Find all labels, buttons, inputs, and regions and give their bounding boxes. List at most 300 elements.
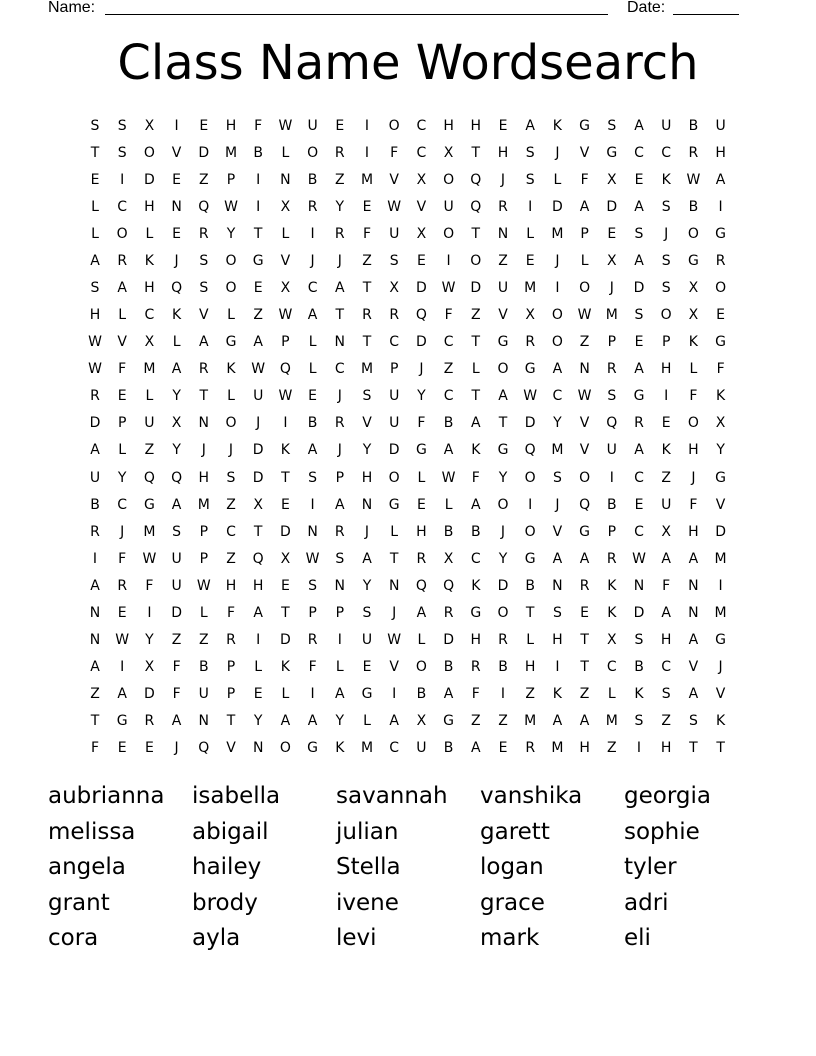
grid-letter[interactable]: G [225, 334, 237, 351]
grid-letter[interactable]: V [579, 145, 590, 162]
grid-letter[interactable]: A [498, 388, 508, 405]
grid-letter[interactable]: E [634, 334, 644, 351]
grid-letter[interactable]: C [334, 361, 345, 378]
grid-letter[interactable]: L [281, 226, 290, 243]
grid-letter[interactable]: H [144, 280, 155, 297]
grid-letter[interactable]: L [390, 523, 399, 540]
grid-letter[interactable]: W [88, 334, 102, 351]
grid-letter[interactable]: R [307, 631, 318, 648]
grid-letter[interactable]: E [416, 253, 426, 270]
grid-letter[interactable]: W [305, 550, 320, 567]
grid-letter[interactable]: S [362, 388, 372, 405]
grid-letter[interactable]: F [716, 361, 725, 378]
grid-letter[interactable]: V [579, 415, 590, 432]
grid-letter[interactable]: G [715, 469, 727, 486]
grid-letter[interactable]: Z [471, 712, 481, 729]
grid-letter[interactable]: U [361, 631, 373, 648]
grid-letter[interactable]: D [524, 415, 536, 432]
grid-letter[interactable]: D [89, 415, 101, 432]
grid-letter[interactable]: T [471, 334, 481, 351]
grid-letter[interactable]: O [443, 226, 455, 243]
grid-letter[interactable]: J [392, 604, 397, 621]
grid-letter[interactable]: O [524, 469, 536, 486]
grid-letter[interactable]: A [471, 496, 481, 513]
grid-letter[interactable]: G [606, 145, 618, 162]
grid-letter[interactable]: A [634, 253, 644, 270]
grid-letter[interactable]: T [281, 604, 290, 621]
grid-letter[interactable]: U [606, 442, 617, 459]
grid-letter[interactable]: V [362, 415, 372, 432]
grid-letter[interactable]: C [389, 334, 400, 351]
name-field-line[interactable] [105, 14, 608, 15]
grid-letter[interactable]: V [688, 658, 699, 675]
grid-letter[interactable]: L [91, 226, 99, 243]
grid-letter[interactable]: T [580, 631, 589, 648]
grid-letter[interactable]: U [715, 118, 726, 134]
grid-letter[interactable]: X [443, 550, 454, 567]
grid-letter[interactable]: E [172, 172, 182, 189]
grid-letter[interactable]: P [389, 361, 399, 378]
grid-letter[interactable]: T [389, 550, 399, 567]
grid-letter[interactable]: R [198, 226, 209, 243]
grid-letter[interactable]: H [688, 442, 699, 459]
grid-letter[interactable]: I [310, 226, 315, 243]
grid-letter[interactable]: Q [470, 199, 482, 216]
grid-letter[interactable]: A [634, 199, 644, 216]
grid-letter[interactable]: J [718, 658, 723, 675]
grid-letter[interactable]: L [118, 442, 127, 459]
grid-letter[interactable]: E [308, 388, 318, 405]
grid-letter[interactable]: R [90, 388, 100, 405]
grid-letter[interactable]: S [335, 550, 345, 567]
grid-letter[interactable]: A [688, 631, 699, 648]
grid-letter[interactable]: O [443, 172, 455, 189]
grid-letter[interactable]: I [337, 631, 342, 648]
grid-letter[interactable]: K [552, 118, 562, 134]
grid-letter[interactable]: R [470, 658, 481, 675]
grid-letter[interactable]: V [498, 307, 508, 324]
grid-letter[interactable]: R [198, 361, 209, 378]
grid-letter[interactable]: D [715, 523, 726, 540]
grid-letter[interactable]: L [526, 631, 535, 648]
grid-letter[interactable]: H [443, 118, 454, 134]
grid-letter[interactable]: C [307, 280, 318, 297]
grid-letter[interactable]: A [335, 685, 345, 702]
grid-letter[interactable]: A [253, 604, 263, 621]
grid-letter[interactable]: C [416, 118, 427, 134]
grid-letter[interactable]: Q [198, 199, 210, 216]
grid-letter[interactable]: C [117, 496, 128, 513]
grid-letter[interactable]: C [552, 388, 563, 405]
grid-letter[interactable]: I [364, 145, 370, 162]
grid-letter[interactable]: L [281, 685, 290, 702]
grid-letter[interactable]: A [171, 496, 182, 513]
grid-letter[interactable]: T [90, 145, 100, 162]
grid-letter[interactable]: H [524, 658, 536, 675]
grid-letter[interactable]: T [525, 604, 535, 621]
grid-letter[interactable]: D [280, 523, 291, 540]
grid-letter[interactable]: A [634, 361, 644, 378]
grid-letter[interactable]: S [552, 469, 562, 486]
grid-letter[interactable]: B [443, 415, 454, 432]
grid-letter[interactable]: A [661, 550, 671, 567]
grid-letter[interactable]: E [607, 226, 617, 243]
grid-letter[interactable]: X [416, 226, 427, 243]
grid-letter[interactable]: B [307, 172, 318, 189]
grid-letter[interactable]: P [308, 604, 317, 621]
grid-letter[interactable]: A [307, 442, 318, 459]
grid-letter[interactable]: B [688, 199, 699, 216]
grid-letter[interactable]: H [198, 469, 210, 486]
grid-letter[interactable]: H [660, 631, 672, 648]
grid-letter[interactable]: M [605, 307, 618, 324]
grid-letter[interactable]: A [389, 712, 399, 729]
grid-letter[interactable]: K [172, 307, 182, 324]
grid-letter[interactable]: L [91, 199, 99, 216]
grid-letter[interactable]: F [580, 172, 589, 189]
grid-letter[interactable]: M [551, 739, 564, 756]
grid-letter[interactable]: L [417, 469, 426, 486]
grid-letter[interactable]: G [579, 118, 591, 134]
grid-letter[interactable]: W [278, 388, 293, 405]
grid-letter[interactable]: L [689, 361, 698, 378]
grid-letter[interactable]: H [660, 739, 672, 756]
grid-letter[interactable]: X [688, 307, 699, 324]
grid-letter[interactable]: H [252, 577, 264, 594]
grid-letter[interactable]: X [253, 496, 263, 513]
grid-letter[interactable]: Q [524, 442, 536, 459]
grid-letter[interactable]: S [552, 604, 562, 621]
grid-letter[interactable]: E [172, 226, 182, 243]
grid-letter[interactable]: G [524, 361, 536, 378]
grid-letter[interactable]: M [224, 145, 238, 162]
grid-letter[interactable]: J [555, 253, 560, 270]
grid-letter[interactable]: G [415, 442, 427, 459]
grid-letter[interactable]: C [661, 658, 672, 675]
grid-letter[interactable]: K [471, 577, 481, 594]
grid-letter[interactable]: P [607, 523, 617, 540]
grid-letter[interactable]: S [308, 577, 318, 594]
grid-letter[interactable]: E [199, 118, 209, 134]
grid-letter[interactable]: C [416, 145, 427, 162]
grid-letter[interactable]: U [661, 118, 672, 134]
grid-letter[interactable]: Z [498, 253, 508, 270]
grid-letter[interactable]: N [688, 604, 699, 621]
grid-letter[interactable]: I [92, 550, 98, 567]
grid-letter[interactable]: Z [579, 685, 590, 702]
grid-letter[interactable]: D [144, 685, 155, 702]
grid-letter[interactable]: G [307, 739, 319, 756]
grid-letter[interactable]: H [144, 199, 155, 216]
grid-letter[interactable]: K [552, 685, 562, 702]
grid-letter[interactable]: N [388, 577, 400, 594]
grid-letter[interactable]: R [498, 631, 508, 648]
grid-letter[interactable]: N [89, 631, 101, 648]
grid-letter[interactable]: V [117, 334, 127, 351]
grid-letter[interactable]: R [498, 199, 508, 216]
grid-letter[interactable]: R [144, 712, 155, 729]
grid-letter[interactable]: Z [362, 253, 372, 270]
grid-letter[interactable]: K [634, 685, 644, 702]
grid-letter[interactable]: Y [117, 469, 127, 486]
grid-letter[interactable]: E [634, 172, 644, 189]
grid-letter[interactable]: I [174, 118, 179, 134]
grid-letter[interactable]: A [688, 685, 699, 702]
grid-letter[interactable]: G [715, 631, 727, 648]
date-field-line[interactable] [673, 14, 739, 15]
grid-letter[interactable]: Z [471, 307, 481, 324]
grid-letter[interactable]: A [634, 442, 644, 459]
grid-letter[interactable]: Z [443, 361, 454, 378]
grid-letter[interactable]: B [198, 658, 209, 675]
grid-letter[interactable]: A [90, 577, 100, 594]
grid-letter[interactable]: U [171, 577, 182, 594]
grid-letter[interactable]: I [636, 739, 642, 756]
grid-letter[interactable]: E [280, 577, 290, 594]
grid-letter[interactable]: D [633, 280, 645, 297]
grid-letter[interactable]: K [716, 388, 726, 405]
grid-letter[interactable]: I [392, 685, 397, 702]
grid-letter[interactable]: A [552, 361, 563, 378]
grid-letter[interactable]: O [551, 334, 563, 351]
grid-letter[interactable]: L [308, 334, 317, 351]
grid-letter[interactable]: G [497, 334, 509, 351]
grid-letter[interactable]: C [634, 523, 644, 540]
grid-letter[interactable]: J [310, 253, 315, 270]
grid-letter[interactable]: I [528, 496, 533, 513]
grid-letter[interactable]: V [715, 685, 726, 702]
grid-letter[interactable]: I [664, 388, 669, 405]
grid-letter[interactable]: I [120, 172, 125, 189]
grid-letter[interactable]: I [500, 685, 506, 702]
grid-letter[interactable]: L [417, 631, 426, 648]
grid-letter[interactable]: D [497, 577, 509, 594]
grid-letter[interactable]: O [116, 226, 128, 243]
grid-letter[interactable]: D [633, 604, 645, 621]
grid-letter[interactable]: H [225, 118, 237, 134]
grid-letter[interactable]: Z [607, 739, 617, 756]
grid-letter[interactable]: X [280, 280, 291, 297]
grid-letter[interactable]: F [362, 226, 372, 243]
grid-letter[interactable]: S [226, 469, 236, 486]
grid-letter[interactable]: I [310, 685, 315, 702]
grid-letter[interactable]: P [580, 226, 589, 243]
grid-letter[interactable]: T [281, 469, 290, 486]
grid-letter[interactable]: N [361, 496, 373, 513]
grid-letter[interactable]: O [225, 280, 237, 297]
grid-letter[interactable]: I [256, 172, 261, 189]
grid-letter[interactable]: S [172, 523, 182, 540]
grid-letter[interactable]: I [256, 631, 261, 648]
grid-letter[interactable]: N [552, 577, 563, 594]
grid-letter[interactable]: N [579, 361, 590, 378]
grid-letter[interactable]: B [307, 415, 318, 432]
grid-letter[interactable]: Z [498, 712, 508, 729]
grid-letter[interactable]: G [715, 334, 727, 351]
grid-letter[interactable]: E [498, 739, 508, 756]
grid-letter[interactable]: K [280, 658, 290, 675]
grid-letter[interactable]: A [579, 199, 590, 216]
grid-letter[interactable]: O [470, 253, 482, 270]
grid-letter[interactable]: Z [90, 685, 100, 702]
grid-letter[interactable]: D [171, 604, 182, 621]
grid-letter[interactable]: P [226, 685, 236, 702]
grid-letter[interactable]: K [335, 739, 345, 756]
grid-letter[interactable]: L [526, 226, 535, 243]
grid-letter[interactable]: E [580, 604, 590, 621]
grid-letter[interactable]: Y [145, 631, 154, 648]
grid-letter[interactable]: L [308, 361, 317, 378]
grid-letter[interactable]: P [335, 469, 345, 486]
grid-letter[interactable]: T [580, 658, 589, 675]
grid-letter[interactable]: U [198, 685, 209, 702]
grid-letter[interactable]: M [360, 361, 374, 378]
grid-letter[interactable]: X [416, 172, 427, 189]
grid-letter[interactable]: N [633, 577, 645, 594]
grid-letter[interactable]: W [224, 199, 238, 216]
grid-letter[interactable]: F [118, 361, 127, 378]
grid-letter[interactable]: Y [498, 469, 508, 486]
grid-letter[interactable]: P [226, 658, 236, 675]
grid-letter[interactable]: T [253, 523, 263, 540]
grid-letter[interactable]: K [144, 253, 154, 270]
grid-letter[interactable]: K [661, 442, 671, 459]
grid-letter[interactable]: X [144, 118, 155, 134]
grid-letter[interactable]: X [280, 199, 291, 216]
grid-letter[interactable]: X [607, 172, 617, 189]
grid-letter[interactable]: Q [198, 739, 210, 756]
grid-letter[interactable]: Q [470, 172, 482, 189]
grid-letter[interactable]: W [577, 307, 592, 324]
grid-letter[interactable]: W [251, 361, 266, 378]
grid-letter[interactable]: X [525, 307, 535, 324]
grid-letter[interactable]: C [226, 523, 236, 540]
grid-letter[interactable]: Z [253, 307, 263, 324]
grid-letter[interactable]: E [498, 118, 508, 134]
grid-letter[interactable]: M [551, 442, 564, 459]
grid-letter[interactable]: K [688, 334, 698, 351]
grid-letter[interactable]: B [634, 658, 644, 675]
grid-letter[interactable]: C [634, 145, 644, 162]
grid-letter[interactable]: A [661, 604, 671, 621]
grid-letter[interactable]: D [470, 280, 482, 297]
grid-letter[interactable]: E [661, 415, 671, 432]
grid-letter[interactable]: J [609, 280, 614, 297]
grid-letter[interactable]: X [607, 253, 617, 270]
grid-letter[interactable]: A [552, 550, 563, 567]
grid-letter[interactable]: S [634, 712, 644, 729]
grid-letter[interactable]: Q [171, 469, 183, 486]
grid-letter[interactable]: D [144, 172, 155, 189]
grid-letter[interactable]: J [500, 523, 506, 540]
grid-letter[interactable]: Y [172, 442, 181, 459]
grid-letter[interactable]: P [199, 550, 209, 567]
grid-letter[interactable]: R [606, 361, 617, 378]
grid-letter[interactable]: N [198, 712, 210, 729]
grid-letter[interactable]: R [362, 307, 372, 324]
grid-letter[interactable]: A [90, 442, 100, 459]
grid-letter[interactable]: E [117, 739, 127, 756]
grid-letter[interactable]: O [524, 523, 536, 540]
grid-letter[interactable]: L [444, 496, 453, 513]
grid-letter[interactable]: V [171, 145, 182, 162]
grid-letter[interactable]: S [634, 226, 644, 243]
grid-letter[interactable]: K [607, 604, 617, 621]
grid-letter[interactable]: O [307, 145, 319, 162]
grid-letter[interactable]: N [89, 604, 101, 621]
grid-letter[interactable]: Z [171, 631, 182, 648]
grid-letter[interactable]: N [171, 199, 182, 216]
grid-letter[interactable]: W [142, 550, 157, 567]
grid-letter[interactable]: R [525, 739, 536, 756]
grid-letter[interactable]: R [90, 523, 100, 540]
grid-letter[interactable]: O [279, 739, 291, 756]
grid-letter[interactable]: P [335, 604, 345, 621]
grid-letter[interactable]: L [580, 253, 589, 270]
grid-letter[interactable]: F [662, 577, 671, 594]
grid-letter[interactable]: D [552, 199, 563, 216]
grid-letter[interactable]: I [120, 658, 125, 675]
grid-letter[interactable]: E [362, 199, 372, 216]
grid-letter[interactable]: A [525, 118, 535, 134]
grid-letter[interactable]: V [389, 172, 399, 189]
grid-letter[interactable]: A [335, 496, 345, 513]
grid-letter[interactable]: L [172, 334, 181, 351]
grid-letter[interactable]: S [90, 280, 100, 297]
grid-letter[interactable]: D [388, 442, 400, 459]
grid-letter[interactable]: Q [443, 577, 455, 594]
grid-letter[interactable]: H [688, 523, 699, 540]
grid-letter[interactable]: Z [226, 496, 236, 513]
grid-letter[interactable]: A [416, 604, 427, 621]
grid-letter[interactable]: E [525, 253, 535, 270]
grid-letter[interactable]: I [364, 118, 370, 134]
grid-letter[interactable]: I [609, 469, 614, 486]
grid-letter[interactable]: W [387, 199, 402, 216]
grid-letter[interactable]: B [443, 739, 454, 756]
grid-letter[interactable]: X [171, 415, 182, 432]
grid-letter[interactable]: A [117, 685, 127, 702]
grid-letter[interactable]: W [115, 631, 130, 648]
grid-letter[interactable]: I [446, 253, 451, 270]
grid-letter[interactable]: R [307, 199, 318, 216]
grid-letter[interactable]: S [607, 388, 617, 405]
grid-letter[interactable]: N [497, 226, 509, 243]
grid-letter[interactable]: A [579, 550, 590, 567]
grid-letter[interactable]: N [334, 577, 346, 594]
grid-letter[interactable]: A [307, 307, 318, 324]
grid-letter[interactable]: R [443, 604, 454, 621]
grid-letter[interactable]: R [579, 577, 590, 594]
grid-letter[interactable]: S [661, 685, 671, 702]
grid-letter[interactable]: V [715, 496, 726, 513]
grid-letter[interactable]: O [687, 226, 699, 243]
grid-letter[interactable]: H [416, 523, 427, 540]
grid-letter[interactable]: P [661, 334, 671, 351]
grid-letter[interactable]: L [199, 604, 208, 621]
grid-letter[interactable]: G [116, 712, 128, 729]
grid-letter[interactable]: N [688, 577, 699, 594]
grid-letter[interactable]: M [197, 496, 210, 513]
grid-letter[interactable]: K [716, 712, 726, 729]
grid-letter[interactable]: X [280, 550, 291, 567]
grid-letter[interactable]: R [334, 226, 345, 243]
grid-letter[interactable]: T [90, 712, 100, 729]
grid-letter[interactable]: L [254, 658, 263, 675]
grid-letter[interactable]: U [253, 388, 264, 405]
grid-letter[interactable]: R [334, 523, 345, 540]
grid-letter[interactable]: C [443, 334, 454, 351]
